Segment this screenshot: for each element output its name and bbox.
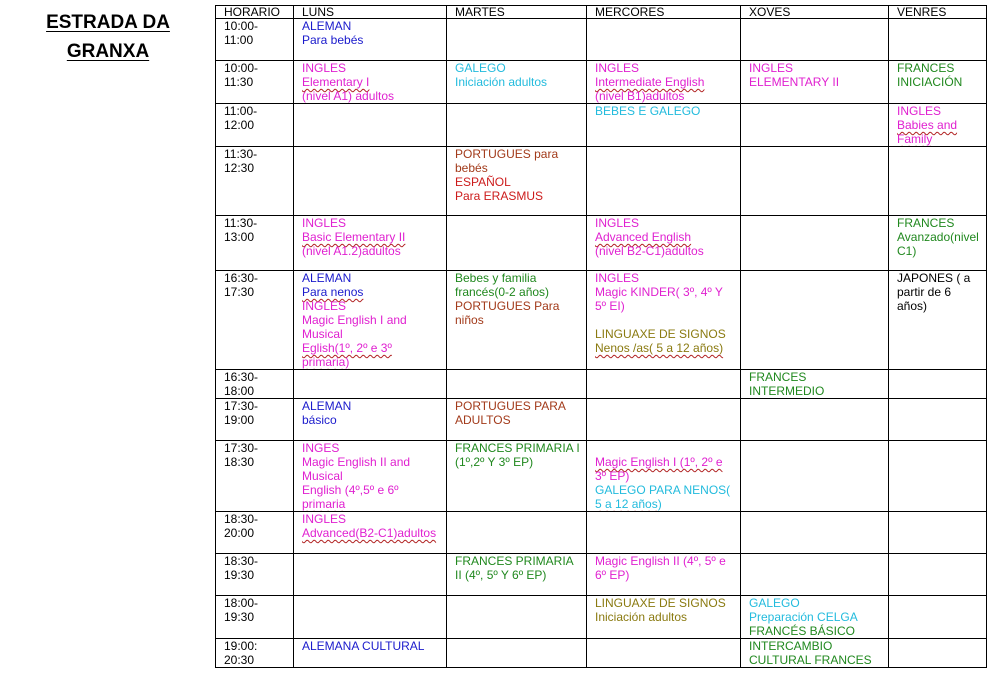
time-cell — [216, 596, 294, 639]
time-cell — [216, 512, 294, 554]
class-text: Avanzado(nivel — [897, 230, 979, 244]
underlined-text: Nenos /as( 5 a 12 años) — [595, 341, 724, 355]
class-text: INICIACIÓN — [897, 75, 963, 89]
class-text: INGLES — [897, 104, 942, 118]
schedule-row — [216, 104, 987, 147]
class-cell-martes — [447, 61, 587, 104]
time-text: 18:00 — [224, 384, 255, 398]
class-text: (1º,2º Y 3º EP) — [455, 455, 534, 469]
class-text: BEBES E GALEGO — [595, 104, 701, 118]
time-text: 12:00 — [224, 118, 255, 132]
class-cell-martes — [447, 441, 587, 512]
class-text: English (4º,5º e 6º — [302, 483, 399, 497]
class-text: PORTUGUES PARA — [455, 399, 566, 413]
class-text: INGLES — [595, 61, 640, 75]
time-text: 19:30 — [224, 568, 255, 582]
class-cell-mercores — [587, 271, 741, 370]
class-cell-mercores — [587, 104, 741, 147]
class-text: ALEMAN — [302, 399, 352, 413]
class-text — [595, 455, 738, 469]
class-cell-mercores — [587, 639, 741, 668]
time-text: 20:30 — [224, 653, 255, 667]
underlined-text: Babies and — [897, 118, 958, 132]
underlined-text: Advanced(B2-C1)adultos — [302, 526, 437, 540]
class-text — [302, 341, 444, 355]
time-text: 11:30- — [224, 216, 258, 230]
class-text — [897, 132, 984, 146]
time-cell — [216, 370, 294, 399]
schedule-row — [216, 370, 987, 399]
time-text: 11:00- — [224, 104, 258, 118]
schedule-table — [215, 5, 987, 668]
time-cell — [216, 104, 294, 147]
class-text: 5º EI) — [595, 299, 625, 313]
class-text: LINGUAXE DE SIGNOS — [595, 327, 726, 341]
class-text: francés(0-2 años) — [455, 285, 550, 299]
class-text — [302, 230, 444, 244]
class-text: ALEMAN — [302, 19, 352, 33]
class-cell-xoves — [741, 399, 889, 441]
spacer — [595, 441, 738, 455]
underlined-text: Para nenos — [302, 285, 364, 299]
class-text — [302, 526, 444, 540]
class-text: C1) — [897, 244, 917, 258]
class-text: ESPAÑOL — [455, 175, 511, 189]
class-cell-mercores — [587, 216, 741, 271]
schedule-row — [216, 596, 987, 639]
underlined-text: Basic Elementary II — [302, 230, 406, 244]
class-cell-martes — [447, 216, 587, 271]
class-text: Musical — [302, 469, 343, 483]
class-text: Bebes y familia — [455, 271, 537, 285]
class-text: INGLES — [302, 512, 347, 526]
class-text: Para bebés — [302, 33, 364, 47]
class-text: FRANCES PRIMARIA — [455, 554, 574, 568]
class-text — [595, 497, 738, 511]
class-cell-xoves — [741, 554, 889, 596]
header-horario: HORARIO — [216, 6, 294, 19]
page-title-line-2: GRANXA — [66, 41, 150, 62]
class-text: INGLES — [595, 271, 640, 285]
time-text: 17:30- — [224, 441, 259, 455]
class-text: INGES — [302, 441, 340, 455]
page-title — [22, 8, 194, 66]
class-cell-luns — [294, 271, 447, 370]
class-text: FRANCES PRIMARIA I — [455, 441, 580, 455]
class-text: LINGUAXE DE SIGNOS — [595, 596, 726, 610]
schedule-row — [216, 61, 987, 104]
class-text: GALEGO — [455, 61, 506, 75]
schedule-row — [216, 147, 987, 216]
time-cell — [216, 216, 294, 271]
class-text: INGLES — [302, 216, 347, 230]
class-text: FRANCES — [749, 370, 807, 384]
class-cell-luns — [294, 441, 447, 512]
class-text: ELEMENTARY II — [749, 75, 840, 89]
class-text — [897, 118, 984, 132]
class-cell-luns — [294, 554, 447, 596]
header-xoves: XOVES — [741, 6, 889, 19]
class-cell-venres — [889, 147, 987, 216]
time-cell — [216, 639, 294, 668]
time-cell — [216, 271, 294, 370]
class-cell-venres — [889, 639, 987, 668]
class-cell-xoves — [741, 441, 889, 512]
class-text: INGLES — [302, 61, 347, 75]
class-text — [595, 230, 738, 244]
header-martes: MARTES — [447, 6, 587, 19]
underlined-text: Advanced English — [595, 230, 692, 244]
class-text — [302, 497, 444, 511]
class-cell-xoves — [741, 61, 889, 104]
class-cell-xoves — [741, 216, 889, 271]
header-mercores: MERCORES — [587, 6, 741, 19]
class-cell-martes — [447, 370, 587, 399]
class-text — [595, 75, 738, 89]
class-text: FRANCES — [897, 216, 955, 230]
header-luns: LUNS — [294, 6, 447, 19]
time-text: 17:30 — [224, 285, 255, 299]
time-text: 18:30- — [224, 554, 259, 568]
class-text: FRANCÉS BÁSICO — [749, 624, 856, 638]
class-cell-xoves — [741, 370, 889, 399]
class-cell-luns — [294, 147, 447, 216]
time-text: 11:00 — [224, 33, 254, 47]
schedule-row — [216, 554, 987, 596]
schedule-row — [216, 399, 987, 441]
underlined-text: Family — [897, 132, 933, 146]
class-cell-martes — [447, 19, 587, 61]
schedule-row — [216, 19, 987, 61]
class-text: PORTUGUES Para — [455, 299, 560, 313]
class-text: partir de 6 — [897, 285, 952, 299]
class-cell-xoves — [741, 104, 889, 147]
time-text: 19:00 — [224, 413, 255, 427]
class-text: niños — [455, 313, 484, 327]
class-text: INTERCAMBIO — [749, 639, 833, 653]
time-text: 10:00- — [224, 61, 259, 75]
schedule-row — [216, 639, 987, 668]
class-text — [302, 75, 444, 89]
class-cell-xoves — [741, 19, 889, 61]
class-text: INTERMEDIO — [749, 384, 825, 398]
time-text: 11:30- — [224, 147, 258, 161]
class-text — [302, 355, 444, 369]
time-cell — [216, 19, 294, 61]
class-cell-martes — [447, 104, 587, 147]
underlined-text: Eglish(1º, 2º e 3º — [302, 341, 392, 355]
underlined-text: Elementary I — [302, 75, 370, 89]
class-cell-venres — [889, 19, 987, 61]
class-cell-venres — [889, 596, 987, 639]
class-text: (nivel A1.2)adultos — [302, 244, 401, 258]
class-cell-mercores — [587, 61, 741, 104]
class-cell-luns — [294, 216, 447, 271]
header-venres: VENRES — [889, 6, 987, 19]
class-cell-venres — [889, 271, 987, 370]
class-text: Magic English II and — [302, 455, 411, 469]
class-text: Iniciación adultos — [595, 610, 688, 624]
class-text: (nivel B2-C1)adultos — [595, 244, 704, 258]
class-cell-venres — [889, 61, 987, 104]
class-cell-venres — [889, 512, 987, 554]
class-cell-xoves — [741, 639, 889, 668]
underlined-text: 5 a 12 años) — [595, 497, 662, 511]
schedule-row — [216, 271, 987, 370]
class-text: 3º EP) — [595, 469, 630, 483]
class-cell-venres — [889, 441, 987, 512]
class-cell-mercores — [587, 512, 741, 554]
underlined-text: Intermediate English — [595, 75, 705, 89]
class-cell-xoves — [741, 271, 889, 370]
time-text: 19:30 — [224, 610, 255, 624]
class-text: Preparación CELGA — [749, 610, 858, 624]
class-text: ALEMAN — [302, 271, 352, 285]
class-text: Magic English II (4º, 5º e — [595, 554, 726, 568]
class-cell-luns — [294, 639, 447, 668]
class-cell-luns — [294, 399, 447, 441]
class-text: básico — [302, 413, 337, 427]
class-cell-martes — [447, 596, 587, 639]
time-cell — [216, 61, 294, 104]
time-text: 16:30- — [224, 271, 259, 285]
time-text: 18:30 — [224, 455, 255, 469]
class-cell-venres — [889, 104, 987, 147]
time-cell — [216, 554, 294, 596]
class-text: JAPONES ( a — [897, 271, 971, 285]
class-text: Iniciación adultos — [455, 75, 548, 89]
time-text: 13:00 — [224, 230, 255, 244]
class-text: GALEGO PARA NENOS( — [595, 483, 731, 497]
time-text: 11:30 — [224, 75, 254, 89]
class-cell-mercores — [587, 441, 741, 512]
schedule-row — [216, 216, 987, 271]
time-cell — [216, 399, 294, 441]
class-text: 6º EP) — [595, 568, 630, 582]
class-cell-venres — [889, 216, 987, 271]
class-cell-mercores — [587, 596, 741, 639]
class-cell-venres — [889, 399, 987, 441]
class-text: II (4º, 5º Y 6º EP) — [455, 568, 547, 582]
class-text: INGLES — [302, 299, 347, 313]
class-text: CULTURAL FRANCES — [749, 653, 872, 667]
class-cell-venres — [889, 370, 987, 399]
class-cell-luns — [294, 512, 447, 554]
underlined-text: primaria) — [302, 355, 350, 369]
class-cell-mercores — [587, 147, 741, 216]
time-text: 16:30- — [224, 370, 259, 384]
class-text: (nivel A1) adultos — [302, 89, 395, 103]
class-text: INGLES — [595, 216, 640, 230]
class-cell-luns — [294, 19, 447, 61]
class-text — [595, 341, 738, 355]
class-text: GALEGO — [749, 596, 800, 610]
class-cell-martes — [447, 639, 587, 668]
class-cell-mercores — [587, 19, 741, 61]
time-text: 20:00 — [224, 526, 255, 540]
class-text: años) — [897, 299, 928, 313]
class-text: ALEMANA CULTURAL — [302, 639, 425, 653]
class-text: bebés — [455, 161, 488, 175]
time-text: 18:00- — [224, 596, 259, 610]
underlined-text: Magic English I (1º, 2º e — [595, 455, 723, 469]
class-cell-luns — [294, 370, 447, 399]
class-text: FRANCES — [897, 61, 955, 75]
class-cell-martes — [447, 147, 587, 216]
class-text: Para ERASMUS — [455, 189, 544, 203]
class-cell-luns — [294, 61, 447, 104]
class-cell-mercores — [587, 554, 741, 596]
class-cell-venres — [889, 554, 987, 596]
class-cell-martes — [447, 512, 587, 554]
class-text: Magic KINDER( 3º, 4º Y — [595, 285, 723, 299]
time-text: 12:30 — [224, 161, 255, 175]
class-cell-xoves — [741, 512, 889, 554]
schedule-row — [216, 512, 987, 554]
class-cell-xoves — [741, 147, 889, 216]
time-text: 18:30- — [224, 512, 259, 526]
schedule-body — [216, 19, 987, 668]
class-cell-luns — [294, 104, 447, 147]
class-text: PORTUGUES para — [455, 147, 559, 161]
class-text: INGLES — [749, 61, 794, 75]
time-text: 10:00- — [224, 19, 259, 33]
underlined-text: primaria — [302, 497, 346, 511]
time-text: 19:00: — [224, 639, 258, 653]
class-cell-luns — [294, 596, 447, 639]
spacer — [595, 313, 738, 327]
class-text — [302, 285, 444, 299]
class-text: (nivel B1)adultos — [595, 89, 685, 103]
schedule-row — [216, 441, 987, 512]
time-cell — [216, 441, 294, 512]
class-cell-xoves — [741, 596, 889, 639]
time-text: 17:30- — [224, 399, 259, 413]
class-cell-martes — [447, 399, 587, 441]
class-text: Magic English I and — [302, 313, 407, 327]
class-cell-mercores — [587, 399, 741, 441]
class-cell-martes — [447, 271, 587, 370]
class-cell-mercores — [587, 370, 741, 399]
header-row — [216, 6, 987, 19]
time-cell — [216, 147, 294, 216]
class-text: ADULTOS — [455, 413, 511, 427]
class-cell-martes — [447, 554, 587, 596]
class-text: Musical — [302, 327, 343, 341]
page-title-line-1: ESTRADA DA — [46, 12, 170, 33]
